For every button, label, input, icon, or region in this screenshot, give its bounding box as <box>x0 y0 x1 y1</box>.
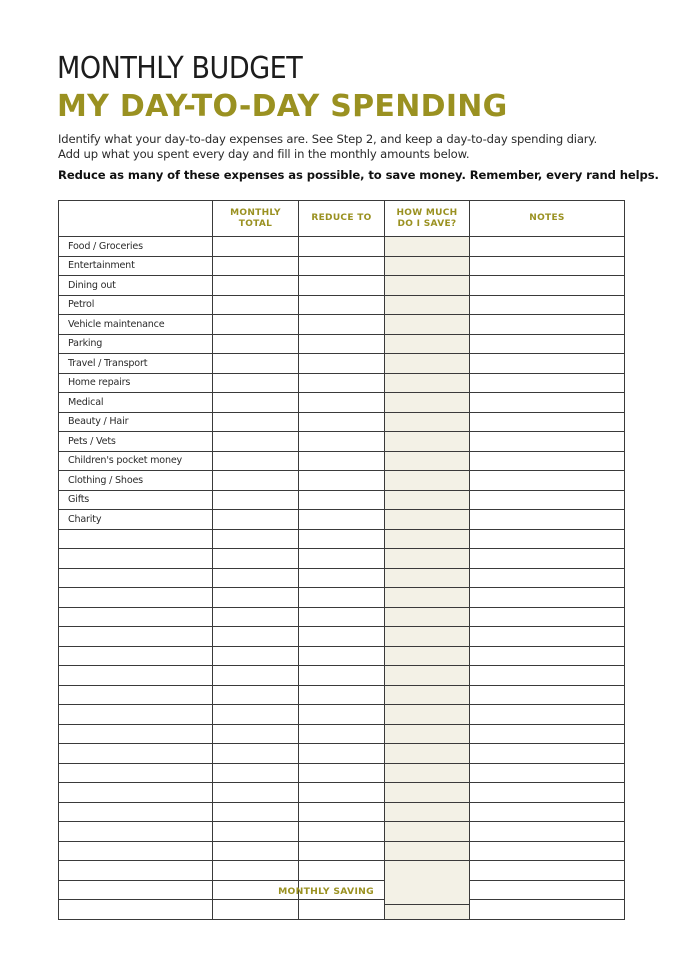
reduce-to-cell[interactable] <box>299 451 385 471</box>
table-row <box>59 666 625 686</box>
intro-line-1: Identify what your day-to-day expenses are. See Step 2, and keep a day-to-day spending diary. <box>58 132 598 146</box>
monthly-total-cell[interactable] <box>213 334 299 354</box>
header-how-much-save <box>385 201 470 237</box>
category-cell: Children's pocket money <box>59 451 213 471</box>
monthly-total-cell[interactable] <box>213 510 299 530</box>
how-much-save-cell[interactable] <box>385 334 470 354</box>
header-notes: NOTES <box>470 201 625 237</box>
monthly-total-cell[interactable] <box>213 393 299 413</box>
notes-cell[interactable] <box>470 666 625 686</box>
category-cell: Clothing / Shoes <box>59 471 213 491</box>
notes-cell[interactable] <box>470 744 625 764</box>
reduce-to-cell[interactable] <box>299 666 385 686</box>
monthly-total-cell[interactable] <box>213 841 299 861</box>
notes-cell[interactable] <box>470 607 625 627</box>
category-cell <box>59 861 213 881</box>
how-much-save-cell[interactable] <box>385 276 470 296</box>
table-row <box>59 841 625 861</box>
notes-cell[interactable] <box>470 822 625 842</box>
monthly-total-cell[interactable] <box>213 432 299 452</box>
reduce-to-cell[interactable] <box>299 510 385 530</box>
how-much-save-cell[interactable] <box>385 393 470 413</box>
reduce-to-cell[interactable] <box>299 549 385 569</box>
notes-cell[interactable] <box>470 549 625 569</box>
notes-cell[interactable] <box>470 451 625 471</box>
notes-cell[interactable] <box>470 802 625 822</box>
header-reduce-to: REDUCE TO <box>299 201 385 237</box>
category-cell <box>59 802 213 822</box>
category-cell <box>59 588 213 608</box>
reduce-to-cell[interactable] <box>299 529 385 549</box>
category-cell: Home repairs <box>59 373 213 393</box>
category-cell <box>59 568 213 588</box>
reduce-to-cell[interactable] <box>299 822 385 842</box>
category-cell: Dining out <box>59 276 213 296</box>
table-row <box>59 276 625 296</box>
notes-cell[interactable] <box>470 510 625 530</box>
notes-cell[interactable] <box>470 432 625 452</box>
category-cell <box>59 705 213 725</box>
monthly-total-cell[interactable] <box>213 627 299 647</box>
how-much-save-cell[interactable] <box>385 588 470 608</box>
page-subtitle: MY DAY-TO-DAY SPENDING <box>57 89 508 124</box>
reduce-to-cell[interactable] <box>299 607 385 627</box>
reduce-to-cell[interactable] <box>299 802 385 822</box>
notes-cell[interactable] <box>470 861 625 881</box>
reduce-to-cell[interactable] <box>299 646 385 666</box>
monthly-total-cell[interactable] <box>213 861 299 881</box>
reduce-to-cell[interactable] <box>299 841 385 861</box>
reduce-to-cell[interactable] <box>299 783 385 803</box>
how-much-save-cell[interactable] <box>385 549 470 569</box>
how-much-save-cell[interactable] <box>385 354 470 374</box>
table-row <box>59 315 625 335</box>
notes-cell[interactable] <box>470 412 625 432</box>
reduce-to-cell[interactable] <box>299 724 385 744</box>
table-row <box>59 861 625 881</box>
category-cell: Pets / Vets <box>59 432 213 452</box>
category-cell <box>59 607 213 627</box>
how-much-save-cell[interactable] <box>385 607 470 627</box>
reduce-to-cell[interactable] <box>299 627 385 647</box>
notes-cell[interactable] <box>470 627 625 647</box>
notes-cell[interactable] <box>470 393 625 413</box>
how-much-save-cell[interactable] <box>385 412 470 432</box>
how-much-save-cell[interactable] <box>385 510 470 530</box>
reduce-to-cell[interactable] <box>299 744 385 764</box>
monthly-total-cell[interactable] <box>213 588 299 608</box>
table-row <box>59 685 625 705</box>
reduce-to-cell[interactable] <box>299 276 385 296</box>
category-cell: Gifts <box>59 490 213 510</box>
category-cell <box>59 841 213 861</box>
category-cell: Petrol <box>59 295 213 315</box>
header-monthly-total-line1: MONTHLY <box>230 207 281 218</box>
table-row <box>59 334 625 354</box>
notes-cell[interactable] <box>470 237 625 257</box>
category-cell: Beauty / Hair <box>59 412 213 432</box>
reduce-to-cell[interactable] <box>299 471 385 491</box>
reduce-to-cell[interactable] <box>299 588 385 608</box>
notes-cell[interactable] <box>470 295 625 315</box>
category-cell: Parking <box>59 334 213 354</box>
header-monthly-total-line2: TOTAL <box>238 218 273 229</box>
reduce-to-cell[interactable] <box>299 490 385 510</box>
category-cell <box>59 627 213 647</box>
table-row <box>59 763 625 783</box>
category-cell: Entertainment <box>59 256 213 276</box>
monthly-total-cell[interactable] <box>213 237 299 257</box>
reduce-to-cell[interactable] <box>299 763 385 783</box>
notes-cell[interactable] <box>470 685 625 705</box>
table-header-row <box>59 201 625 237</box>
table-row <box>59 529 625 549</box>
table-row <box>59 237 625 257</box>
category-cell: Travel / Transport <box>59 354 213 374</box>
header-monthly-total <box>213 201 299 237</box>
category-cell <box>59 724 213 744</box>
table-row <box>59 373 625 393</box>
category-cell: Food / Groceries <box>59 237 213 257</box>
how-much-save-cell[interactable] <box>385 529 470 549</box>
how-much-save-cell[interactable] <box>385 744 470 764</box>
monthly-saving-label: MONTHLY SAVING <box>278 886 374 897</box>
how-much-save-cell[interactable] <box>385 490 470 510</box>
monthly-total-cell[interactable] <box>213 451 299 471</box>
monthly-total-cell[interactable] <box>213 666 299 686</box>
how-much-save-cell[interactable] <box>385 295 470 315</box>
reduce-to-cell[interactable] <box>299 237 385 257</box>
reduce-to-cell[interactable] <box>299 373 385 393</box>
how-much-save-cell[interactable] <box>385 705 470 725</box>
category-cell <box>59 685 213 705</box>
monthly-total-cell[interactable] <box>213 373 299 393</box>
table-row <box>59 802 625 822</box>
reduce-to-cell[interactable] <box>299 861 385 881</box>
how-much-save-cell[interactable] <box>385 861 470 881</box>
table-row <box>59 451 625 471</box>
category-cell <box>59 763 213 783</box>
reduce-to-cell[interactable] <box>299 412 385 432</box>
how-much-save-cell[interactable] <box>385 256 470 276</box>
table-row <box>59 490 625 510</box>
header-category <box>59 201 213 237</box>
intro-line-2: Add up what you spent every day and fill in the monthly amounts below. <box>58 147 470 161</box>
how-much-save-cell[interactable] <box>385 802 470 822</box>
monthly-total-cell[interactable] <box>213 354 299 374</box>
monthly-saving-row <box>58 879 624 906</box>
category-cell: Vehicle maintenance <box>59 315 213 335</box>
how-much-save-cell[interactable] <box>385 724 470 744</box>
how-much-save-cell[interactable] <box>385 685 470 705</box>
monthly-saving-cell[interactable] <box>384 879 470 905</box>
reduce-to-cell[interactable] <box>299 334 385 354</box>
how-much-save-cell[interactable] <box>385 822 470 842</box>
how-much-save-cell[interactable] <box>385 783 470 803</box>
monthly-total-cell[interactable] <box>213 744 299 764</box>
reduce-to-cell[interactable] <box>299 256 385 276</box>
table-row <box>59 432 625 452</box>
how-much-save-cell[interactable] <box>385 315 470 335</box>
reduce-to-cell[interactable] <box>299 315 385 335</box>
how-much-save-cell[interactable] <box>385 627 470 647</box>
how-much-save-cell[interactable] <box>385 432 470 452</box>
emphasis-text: Reduce as many of these expenses as possible, to save money. Remember, every rand helps. <box>58 168 659 182</box>
monthly-total-cell[interactable] <box>213 276 299 296</box>
monthly-total-cell[interactable] <box>213 490 299 510</box>
monthly-total-cell[interactable] <box>213 412 299 432</box>
table-row <box>59 393 625 413</box>
monthly-total-cell[interactable] <box>213 724 299 744</box>
table-row <box>59 588 625 608</box>
notes-cell[interactable] <box>470 490 625 510</box>
how-much-save-cell[interactable] <box>385 237 470 257</box>
spending-table <box>58 200 625 920</box>
notes-cell[interactable] <box>470 724 625 744</box>
notes-cell[interactable] <box>470 471 625 491</box>
how-much-save-cell[interactable] <box>385 646 470 666</box>
header-how-much-line1: HOW MUCH <box>396 207 458 218</box>
reduce-to-cell[interactable] <box>299 432 385 452</box>
monthly-total-cell[interactable] <box>213 705 299 725</box>
category-cell: Medical <box>59 393 213 413</box>
table-row <box>59 646 625 666</box>
how-much-save-cell[interactable] <box>385 471 470 491</box>
table-row <box>59 295 625 315</box>
monthly-total-cell[interactable] <box>213 549 299 569</box>
table-row <box>59 705 625 725</box>
how-much-save-cell[interactable] <box>385 373 470 393</box>
how-much-save-cell[interactable] <box>385 568 470 588</box>
how-much-save-cell[interactable] <box>385 763 470 783</box>
table-body <box>59 237 625 920</box>
table-row <box>59 724 625 744</box>
monthly-total-cell[interactable] <box>213 529 299 549</box>
category-cell <box>59 783 213 803</box>
intro-text <box>58 132 658 162</box>
reduce-to-cell[interactable] <box>299 393 385 413</box>
monthly-total-cell[interactable] <box>213 646 299 666</box>
monthly-total-cell[interactable] <box>213 471 299 491</box>
notes-cell[interactable] <box>470 841 625 861</box>
monthly-total-cell[interactable] <box>213 783 299 803</box>
notes-cell[interactable] <box>470 276 625 296</box>
category-cell <box>59 822 213 842</box>
monthly-total-cell[interactable] <box>213 256 299 276</box>
reduce-to-cell[interactable] <box>299 354 385 374</box>
category-cell: Charity <box>59 510 213 530</box>
monthly-total-cell[interactable] <box>213 822 299 842</box>
how-much-save-cell[interactable] <box>385 451 470 471</box>
table-row <box>59 412 625 432</box>
table-row <box>59 471 625 491</box>
page-title: MONTHLY BUDGET <box>57 51 303 86</box>
table-row <box>59 568 625 588</box>
reduce-to-cell[interactable] <box>299 685 385 705</box>
category-cell <box>59 666 213 686</box>
notes-cell[interactable] <box>470 763 625 783</box>
how-much-save-cell[interactable] <box>385 841 470 861</box>
table-row <box>59 744 625 764</box>
category-cell <box>59 549 213 569</box>
notes-cell[interactable] <box>470 783 625 803</box>
category-cell <box>59 744 213 764</box>
reduce-to-cell[interactable] <box>299 568 385 588</box>
notes-cell[interactable] <box>470 588 625 608</box>
notes-cell[interactable] <box>470 354 625 374</box>
header-how-much-line2: DO I SAVE? <box>397 218 457 229</box>
table-row <box>59 510 625 530</box>
notes-cell[interactable] <box>470 529 625 549</box>
notes-cell[interactable] <box>470 646 625 666</box>
notes-cell[interactable] <box>470 256 625 276</box>
monthly-total-cell[interactable] <box>213 685 299 705</box>
category-cell <box>59 529 213 549</box>
notes-cell[interactable] <box>470 315 625 335</box>
table-row <box>59 256 625 276</box>
notes-cell[interactable] <box>470 705 625 725</box>
notes-cell[interactable] <box>470 373 625 393</box>
table-row <box>59 783 625 803</box>
notes-cell[interactable] <box>470 334 625 354</box>
monthly-total-cell[interactable] <box>213 607 299 627</box>
table-row <box>59 354 625 374</box>
reduce-to-cell[interactable] <box>299 295 385 315</box>
monthly-total-cell[interactable] <box>213 295 299 315</box>
table-row <box>59 549 625 569</box>
monthly-total-cell[interactable] <box>213 315 299 335</box>
reduce-to-cell[interactable] <box>299 705 385 725</box>
notes-cell[interactable] <box>470 568 625 588</box>
table-row <box>59 822 625 842</box>
table-row <box>59 607 625 627</box>
category-cell <box>59 646 213 666</box>
monthly-total-cell[interactable] <box>213 763 299 783</box>
monthly-total-cell[interactable] <box>213 568 299 588</box>
table-row <box>59 627 625 647</box>
monthly-total-cell[interactable] <box>213 802 299 822</box>
how-much-save-cell[interactable] <box>385 666 470 686</box>
